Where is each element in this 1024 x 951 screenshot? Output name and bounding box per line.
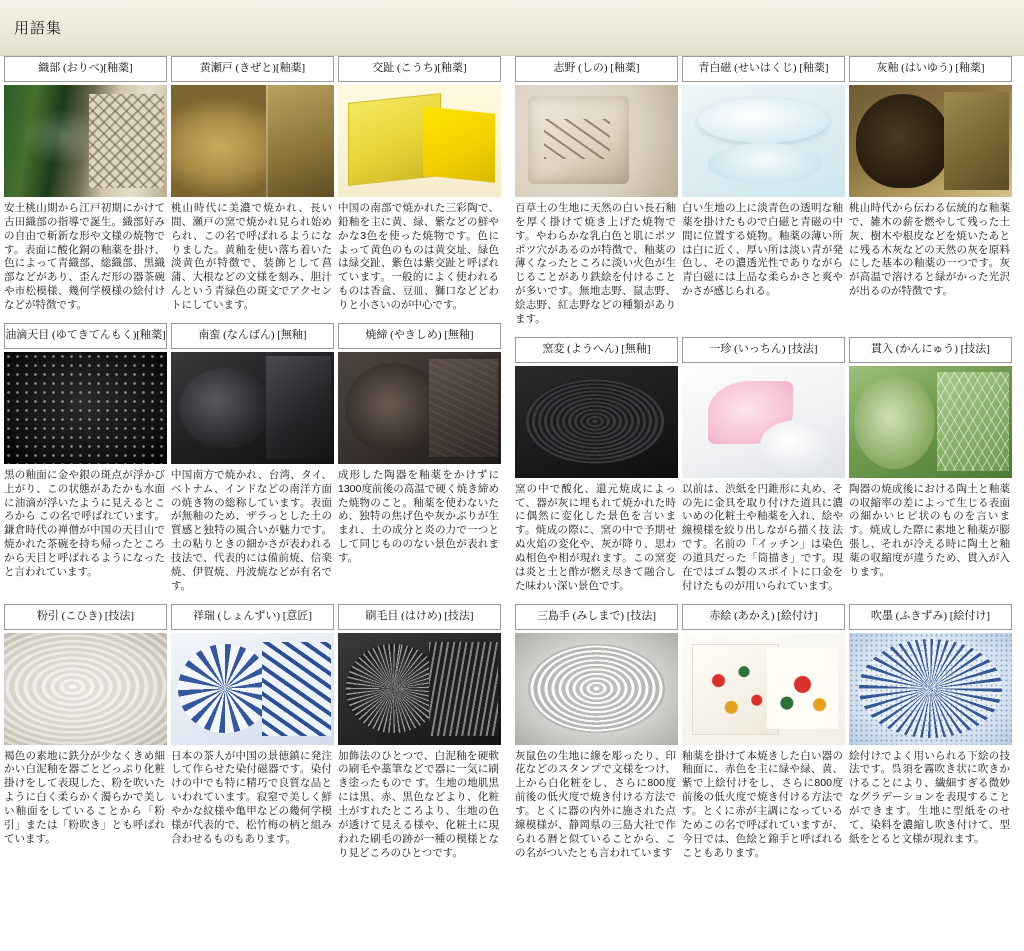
glossary-card-seihakuji[interactable] [682, 56, 845, 327]
card-description: 安土桃山期から江戸初期にかけて古田織部の指導で誕生。織部好みの自由で斬新な形や文様の焼物です。表面に酸化銅の釉薬を掛け、色によって青織部、総織部、黒織部などがあり、歪んだ形の器茶碗や市松模様、幾何学模様の絵付けなどが特徴です。 [4, 202, 165, 312]
card-title: 南蛮 (なんばん) [無釉] [171, 323, 334, 349]
card-title: 青白磁 (せいはくじ) [釉薬] [682, 56, 845, 82]
glossary-card-youhen[interactable] [515, 337, 678, 594]
card-description: 絵付けでよく用いられる下絵の技法です。呉須を霧吹き状に吹きかけることにより、繊細すぎる微妙なグラデーションを表現することができます。生地に型紙をのせて、染料を濃縮し吹き付けて、型紙をとると文様が現れます。 [849, 749, 1010, 845]
glossary-card-fukizumi[interactable] [849, 604, 1012, 861]
card-description: 百草土の生地に天然の白い長石釉を厚く掛けて焼き上げた焼物です。やわらかな乳白色と肌にポツポツ穴があるのが特徴で、釉薬の薄くなったところに淡い火色が生じることがあり鉄絵を付けることが多いです。無地志野、鼠志野、絵志野、紅志野などの種類があります。 [515, 202, 676, 325]
card-description: 陶器の焼成後における陶土と釉薬の収縮率の差によって生じる表面の細かいヒビ状のものを言います。焼成した際に素地と釉薬が膨張し、それが冷える時に陶土と釉薬の収縮度が違うため、貫入が入ります。 [849, 482, 1010, 578]
card-title: 祥瑞 (しょんずい) [意匠] [171, 604, 334, 630]
kochi-ware-photo [338, 85, 501, 197]
glossary-card-mishima[interactable] [515, 604, 678, 861]
glossary-card-yakishime[interactable] [338, 323, 501, 594]
yuteki-tenmoku-photo [4, 352, 167, 464]
seihakuji-ware-photo [682, 85, 845, 197]
card-title: 黄瀬戸 (きぜと)[釉薬] [171, 56, 334, 82]
card-title: 油滴天目 (ゆてきてんもく)[釉薬] [4, 323, 167, 349]
glossary-column-right [515, 56, 1012, 870]
kohiki-ware-photo [4, 633, 167, 745]
card-description: 加飾法のひとつで、白泥釉を硬軟の刷毛や藁筆などで器に一気に刷き塗ったもので す。生地の地肌黒には黒、赤、黒色などより、化粧土がすれたところより、生地の色が透けて見える様や、化粧土に現われた刷毛の跡が一種の模様となり見どころのひとつです。 [338, 749, 499, 859]
glossary-card-kannyu[interactable] [849, 337, 1012, 594]
card-description: 釉薬を掛けて本焼きした白い器の釉面に、赤色を主に緑や緑、黄、紫で上絵付けをし、さらに800度前後の低火度で焼き付ける方法です。とくに赤が主調になっているためこの名で呼ばれていますが、今日では、色絵と錦手と呼ばれることもあります。 [682, 749, 843, 859]
mishima-ware-photo [515, 633, 678, 745]
glossary-card-akae[interactable] [682, 604, 845, 861]
glossary-row [515, 604, 1012, 863]
card-description: 日本の茶人が中国の景徳鎮に発注して作らせた染付磁器です。染付けの中でも特に精巧で良質な品といわれています。寂窒で美しく鮮やかな紋様や亀甲などの幾何学模様が代表的で、松竹梅の柄と組み合わせるものもあります。 [171, 749, 332, 845]
card-description: 中国の南部で焼かれた三彩陶で、鉛釉を主に黄、緑、紫などの鮮やかな3色を使った焼物です。色によって黄色のものは黄交址、緑色は緑交趾、紫色は紫交趾と呼ばれています。一般的によく使われるものは香盒、豆皿、獅口などどわりと小さいのが中心です。 [338, 202, 499, 312]
card-description: 中国南方で焼かれ、台湾、タイ、ベトナム、インドなどの南洋方面の焼き物の総称しています。表面が無釉のため、ザラっとした土の質感と独特の風合いが魅力です。土の粘りときの細かさが表われる技法で、代表的には備前焼、信楽焼、伊賀焼、丹波焼などが有名です。 [171, 468, 332, 592]
glossary-row [4, 56, 501, 315]
kannyu-ware-photo [849, 366, 1012, 478]
card-title: 刷毛目 (はけめ) [技法] [338, 604, 501, 630]
glossary-row [4, 604, 501, 863]
haiyu-ware-photo [849, 85, 1012, 197]
card-title: 織部 (おりべ)[釉薬] [4, 56, 167, 82]
akae-ware-photo [682, 633, 845, 745]
card-description: 白い生地の上に淡青色の透明な釉薬を掛けたもので白磁と青磁の中間に位置する焼物。釉薬の薄い所は白に近く、厚い所は淡い青が発色し、その濃透光性でありながら青白磁には上品な柔らかさと爽やかさが感じられる。 [682, 202, 843, 298]
youhen-ware-photo [515, 366, 678, 478]
icchin-ware-photo [682, 366, 845, 478]
glossary-row [515, 56, 1012, 329]
card-title: 吹墨 (ふきずみ) [絵付け] [849, 604, 1012, 630]
page-title: 用語集 [14, 21, 63, 37]
card-title: 貫入 (かんにゅう) [技法] [849, 337, 1012, 363]
glossary-card-kochi[interactable] [338, 56, 501, 313]
card-title: 焼締 (やきしめ) [無釉] [338, 323, 501, 349]
namban-ware-photo [171, 352, 334, 464]
shonzui-ware-photo [171, 633, 334, 745]
glossary-card-shino[interactable] [515, 56, 678, 327]
glossary-column-left [4, 56, 501, 870]
fukizumi-ware-photo [849, 633, 1012, 745]
card-title: 粉引 (こひき) [技法] [4, 604, 167, 630]
card-title: 灰釉 (はいゆう) [釉薬] [849, 56, 1012, 82]
card-title: 三島手 (みしまで) [技法] [515, 604, 678, 630]
card-title: 赤絵 (あかえ) [絵付け] [682, 604, 845, 630]
glossary-card-shonzui[interactable] [171, 604, 334, 861]
glossary-card-kohiki[interactable] [4, 604, 167, 861]
card-description: 黒の釉面に金や銀の斑点が浮かび上がり、この状態があたかも水面に油滴が浮いたように見えるところから この名で呼ばれています。鎌倉時代の禅僧が中国の天目山で焼かれた茶碗を持ち帰ったところから天目と呼ばれるようになったと言われています。 [4, 468, 165, 578]
shino-ware-photo [515, 85, 678, 197]
card-title: 交趾 (こうち)[釉薬] [338, 56, 501, 82]
glossary-card-icchin[interactable] [682, 337, 845, 594]
card-title: 窯変 (ようへん) [無釉] [515, 337, 678, 363]
oribe-ware-photo [4, 85, 167, 197]
card-description: 成形した陶器を釉薬をかけずに1300度前後の高温で硬く焼き締めた焼物のこと。釉薬を使わないため、独特の焦げ色や灰かぶりが生まれ、土の成分と炎の力で一つとして同じもののない景色が表れます。 [338, 468, 499, 565]
card-title: 一珍 (いっちん) [技法] [682, 337, 845, 363]
card-description: 窯の中で酸化、還元焼成によって、器が灰に埋もれて焼かれた時に偶然に変化した景色を言います。焼成の際に、窯の中で予期せぬ火焰の変化や、灰が降り、思わぬ相色や相が現れます。この窯変は炎と土と酢が燃え尽きて融合した味わい深い景色です。 [515, 482, 676, 592]
glossary-grid [0, 56, 1024, 870]
card-description: 桃山時代に美濃で焼かれ、長い間、瀬戸の窯で焼かれ見られ始められ、この名で呼ばれるようになりました。黄釉を使い落ち着いた淡黄色が特徴で、装飾として菖蒲、大根などの文様を刻み、胆汁んという青緑色の斑文でアクセントにしています。 [171, 202, 332, 312]
kiseto-ware-photo [171, 85, 334, 197]
glossary-card-haiyu[interactable] [849, 56, 1012, 327]
hakeme-ware-photo [338, 633, 501, 745]
glossary-card-kiseto[interactable] [171, 56, 334, 313]
glossary-row [4, 323, 501, 596]
card-description: 褐色の素地に鉄分が少なくきめ細かい白泥釉を器ごとどっぷり化粧掛けをして表現した、粉を吹いたように白く柔らかく濁らかで美しい釉面をしていることから「粉引」または「粉吹き」とも呼ばれています。 [4, 749, 165, 845]
card-description: 灰鼠色の生地に線を彫ったり、印花などのスタンプで文様をつけ、上から白化粧をし、さらに800度前後の低火度で焼き付ける方法です。とくに器の内外に施された点線模様が、静岡県の三島大社で作られる暦と似ていることから、この名がついたとも言われています [515, 749, 676, 859]
yakishime-ware-photo [338, 352, 501, 464]
glossary-card-namban[interactable] [171, 323, 334, 594]
glossary-row [515, 337, 1012, 596]
page-banner [0, 0, 1024, 56]
glossary-card-oribe[interactable] [4, 56, 167, 313]
glossary-card-yuteki-tenmoku[interactable] [4, 323, 167, 594]
card-description: 桃山時代から伝わる伝統的な釉薬で、雑木の薪を燃やして残った土灰、樹木や根皮などを焼いたあとに残る木灰などの天然の灰を原料にした基本の釉薬の一つです。灰が高温で溶けると緑がかった光沢が出るのが特徴です。 [849, 202, 1010, 298]
card-title: 志野 (しの) [釉薬] [515, 56, 678, 82]
card-description: 以前は、渋紙を円錐形に丸め、その先に金具を取り付けた道具に濃いめの化粧土や釉薬を入れ、絵や線模様を絞り出しながら描く技 法です。名前の「イッチン」は染色の道具だった「筒描き」です。現在ではゴム製のスポイトに口金を付けたものが用いられています。 [682, 482, 843, 592]
glossary-card-hakeme[interactable] [338, 604, 501, 861]
